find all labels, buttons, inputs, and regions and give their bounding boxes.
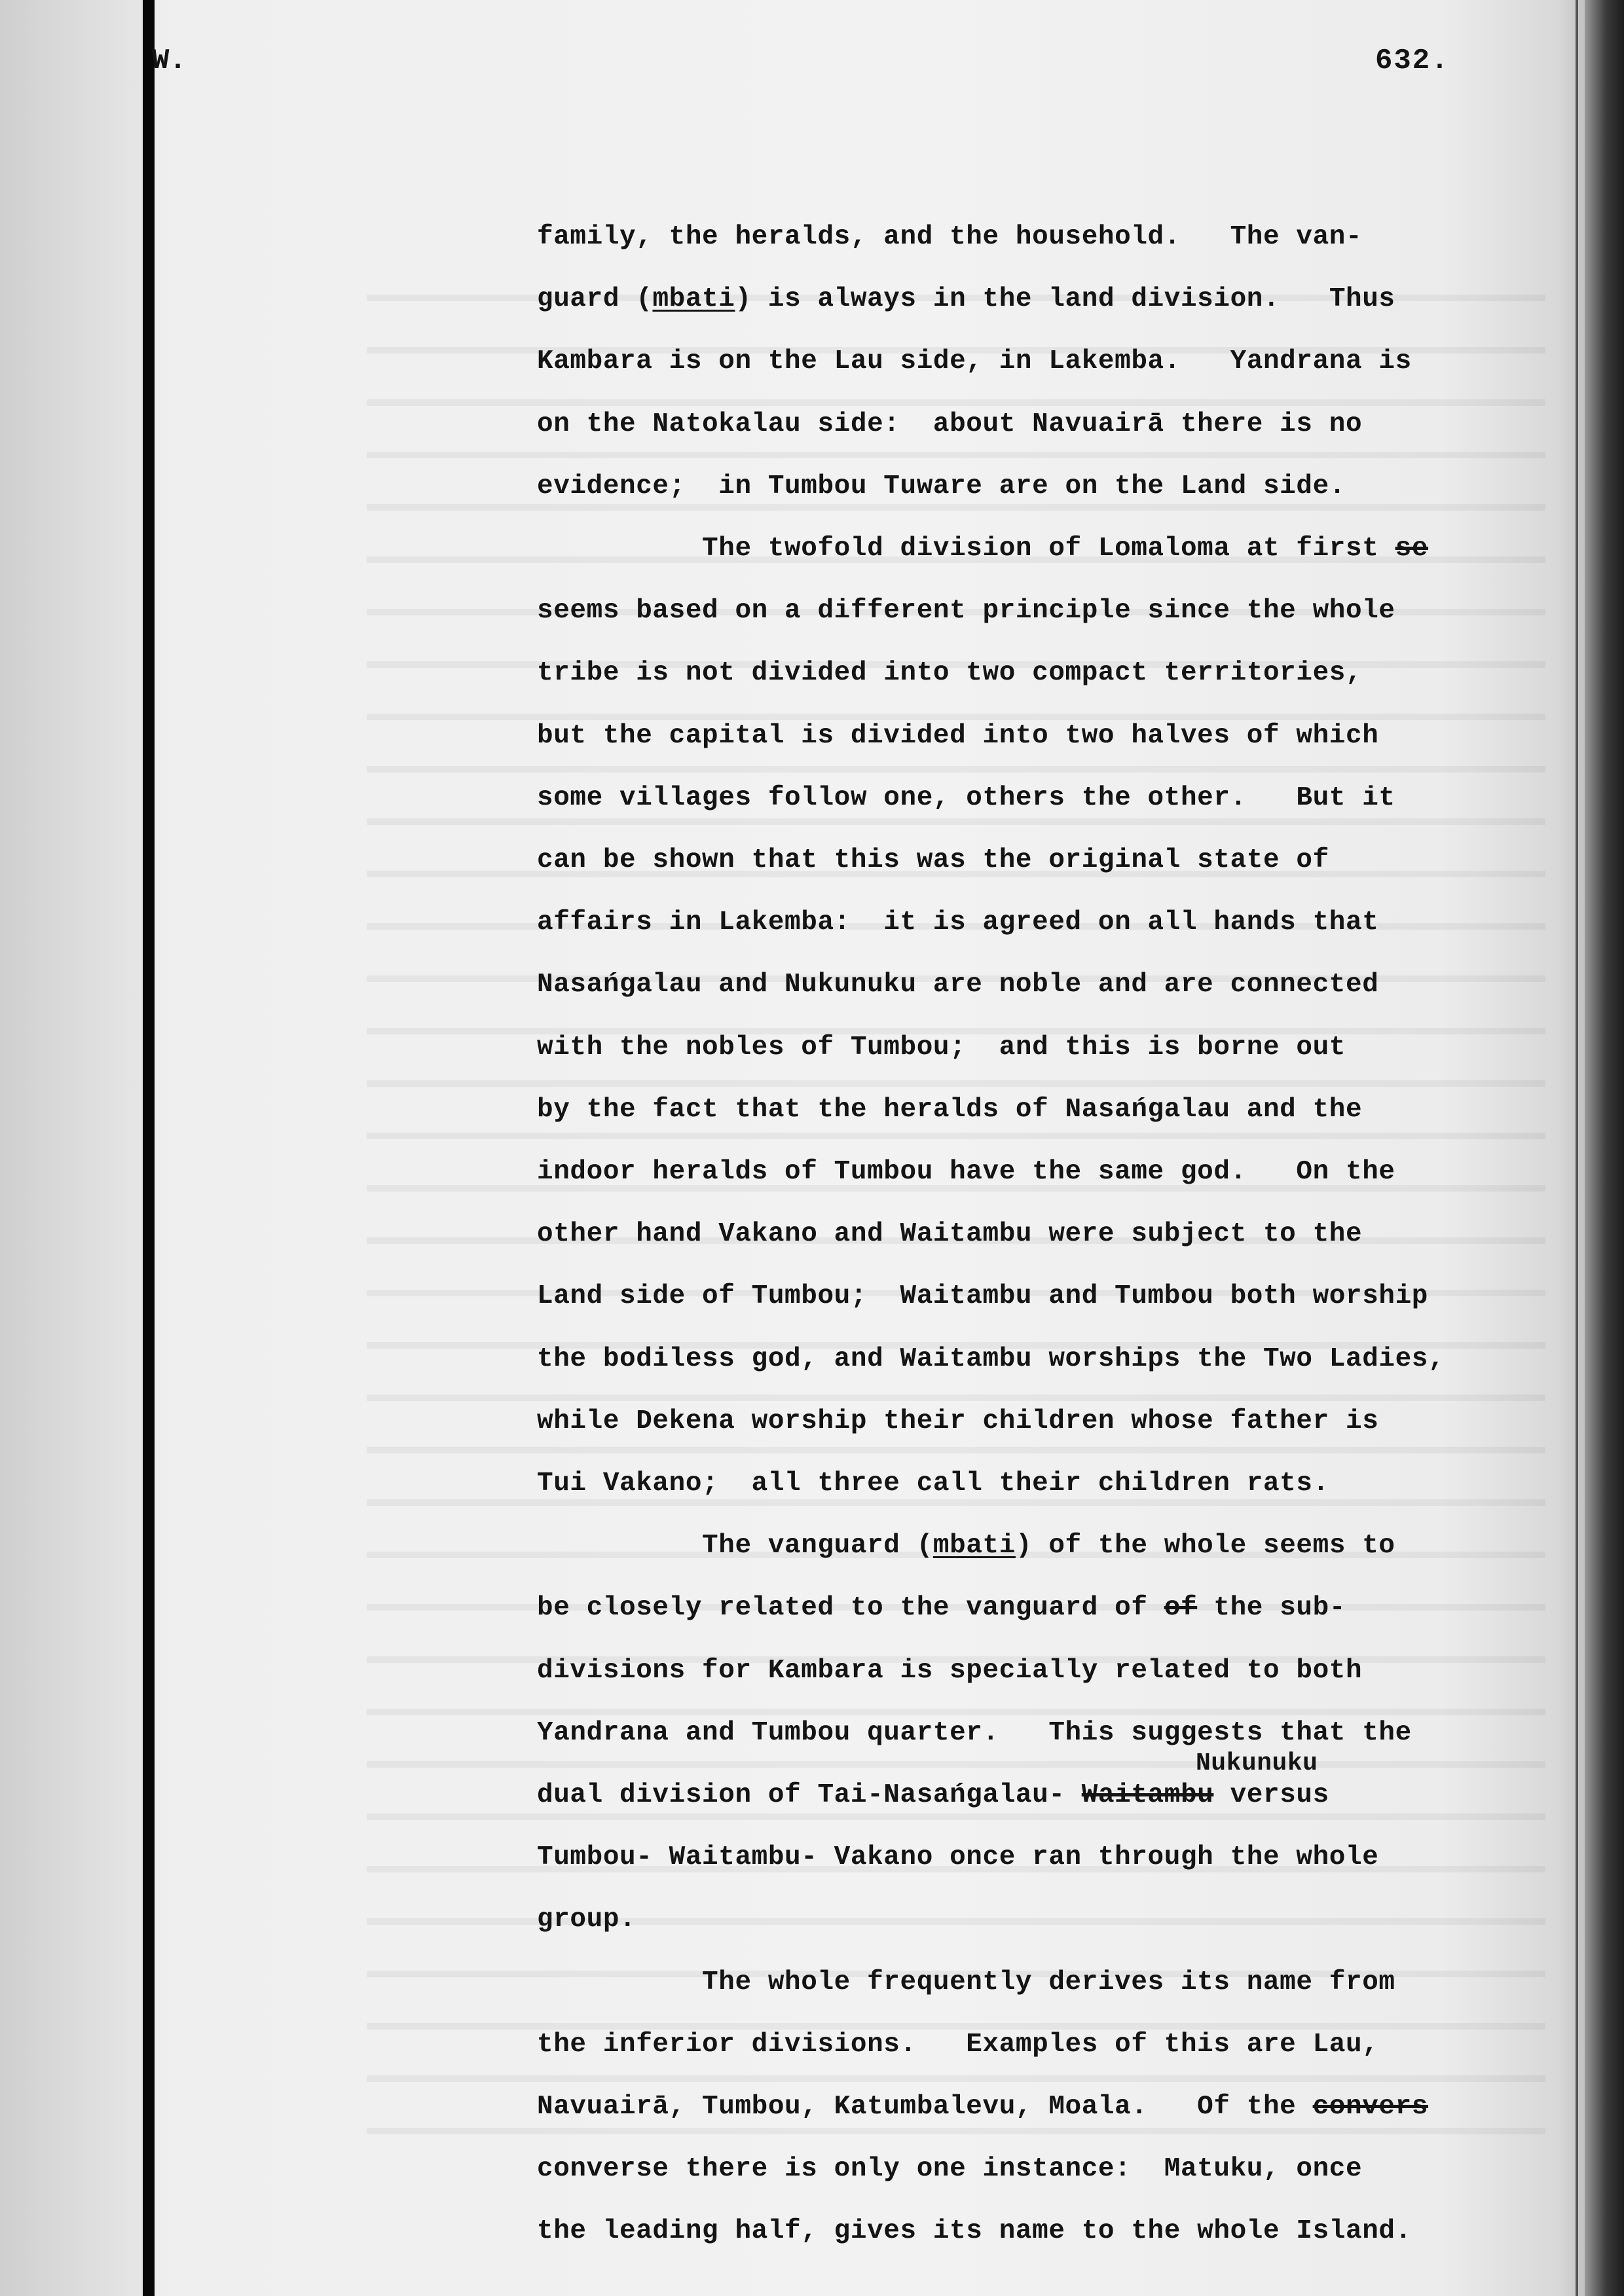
text-line <box>537 471 1346 502</box>
text-segment: The whole frequently derives its name from <box>537 1967 1395 1997</box>
text-segment: converse there is only one instance: Matuku, once <box>537 2154 1363 2184</box>
text-segment: the bodiless god, and Waitambu worships the Two Ladies, <box>537 1344 1445 1374</box>
text-line <box>537 221 1362 253</box>
text-segment: dual division of Tai-Nasańgalau- <box>537 1780 1082 1810</box>
left-margin <box>0 0 143 2296</box>
text-line <box>537 1967 1395 1998</box>
text-segment: The twofold division of Lomaloma at first <box>537 534 1395 564</box>
text-line <box>537 1530 1395 1561</box>
text-line <box>537 969 1378 1000</box>
text-segment: Land side of Tumbou; Waitambu and Tumbou both worship <box>537 1281 1429 1311</box>
handwritten-insertion-nukunuku: Nukunuku <box>1196 1749 1318 1777</box>
text-line <box>537 1779 1329 1811</box>
text-line <box>537 1218 1362 1250</box>
text-segment: guard ( <box>537 284 653 314</box>
text-segment: affairs in Lakemba: it is agreed on all hands that <box>537 907 1379 938</box>
text-segment: the inferior divisions. Examples of this are Lau, <box>537 2030 1379 2060</box>
struck-text: of <box>1164 1593 1198 1623</box>
text-segment: ) is always in the land division. Thus <box>735 284 1395 314</box>
text-line <box>537 1343 1445 1375</box>
text-segment: but the capital is divided into two halves of which <box>537 721 1379 751</box>
text-line <box>537 533 1428 564</box>
text-segment: some villages follow one, others the other. But it <box>537 783 1395 813</box>
text-line <box>537 2091 1428 2123</box>
text-segment: group. <box>537 1904 637 1935</box>
text-line <box>537 1717 1412 1749</box>
text-segment: evidence; in Tumbou Tuware are on the Land side. <box>537 471 1346 501</box>
text-line <box>537 845 1329 876</box>
text-segment: the sub- <box>1197 1593 1346 1623</box>
text-segment: divisions for Kambara is specially related to both <box>537 1656 1363 1686</box>
text-line <box>537 1655 1362 1686</box>
right-edge-line <box>1576 0 1578 2296</box>
text-line <box>537 346 1412 377</box>
text-segment: tribe is not divided into two compact territories, <box>537 658 1363 688</box>
text-segment: on the Natokalau side: about Navuairā there is no <box>537 409 1363 439</box>
text-segment: versus <box>1213 1780 1329 1810</box>
text-segment: Yandrana and Tumbou quarter. This suggests that the <box>537 1718 1412 1748</box>
underlined-term: mbati <box>932 1531 1016 1561</box>
text-segment: The vanguard ( <box>537 1531 933 1561</box>
underlined-term: mbati <box>652 284 735 314</box>
struck-text: se <box>1395 534 1429 564</box>
text-segment: indoor heralds of Tumbou have the same god. On the <box>537 1157 1395 1187</box>
text-segment: Tumbou- Waitambu- Vakano once ran through the whole <box>537 1842 1379 1872</box>
text-segment: Nasańgalau and Nukunuku are noble and are connected <box>537 970 1379 1000</box>
text-line <box>537 1281 1428 1312</box>
text-line <box>537 1468 1329 1499</box>
right-page-edge-shadow <box>1585 0 1624 2296</box>
text-line <box>537 1094 1362 1125</box>
text-line <box>537 2215 1412 2247</box>
text-line <box>537 1592 1346 1624</box>
text-line <box>537 1032 1346 1063</box>
text-segment: while Dekena worship their children whose father is <box>537 1406 1379 1436</box>
text-segment: can be shown that this was the original state of <box>537 845 1329 875</box>
text-line <box>537 1156 1395 1188</box>
text-line <box>537 409 1362 440</box>
struck-text: Waitambu <box>1081 1780 1214 1810</box>
text-segment: Kambara is on the Lau side, in Lakemba. Yandrana is <box>537 346 1412 376</box>
text-line <box>537 595 1395 627</box>
text-segment: family, the heralds, and the household. The van- <box>537 222 1363 252</box>
text-segment: other hand Vakano and Waitambu were subject to the <box>537 1219 1363 1249</box>
text-segment: by the fact that the heralds of Nasańgalau and the <box>537 1095 1363 1125</box>
text-segment: be closely related to the vanguard of <box>537 1593 1164 1623</box>
text-line <box>537 1842 1378 1873</box>
text-line <box>537 2029 1378 2060</box>
text-segment: Navuairā, Tumbou, Katumbalevu, Moala. Of the <box>537 2092 1313 2122</box>
text-segment: Tui Vakano; all three call their children rats. <box>537 1468 1329 1499</box>
page-number: 632. <box>1375 45 1450 77</box>
struck-text: convers <box>1312 2092 1429 2122</box>
text-line <box>537 657 1362 689</box>
text-segment: with the nobles of Tumbou; and this is borne out <box>537 1032 1346 1063</box>
text-line <box>537 283 1395 315</box>
text-line <box>537 720 1378 752</box>
text-line <box>537 2153 1362 2185</box>
text-line <box>537 907 1378 938</box>
corner-mark: W. <box>152 45 187 77</box>
text-segment: ) of the whole seems to <box>1015 1531 1395 1561</box>
text-segment: the leading half, gives its name to the whole Island. <box>537 2216 1412 2246</box>
left-binding-rule <box>143 0 155 2296</box>
text-line <box>537 1904 636 1935</box>
text-segment: seems based on a different principle since the whole <box>537 596 1395 626</box>
text-line <box>537 1406 1378 1437</box>
text-line <box>537 782 1395 814</box>
